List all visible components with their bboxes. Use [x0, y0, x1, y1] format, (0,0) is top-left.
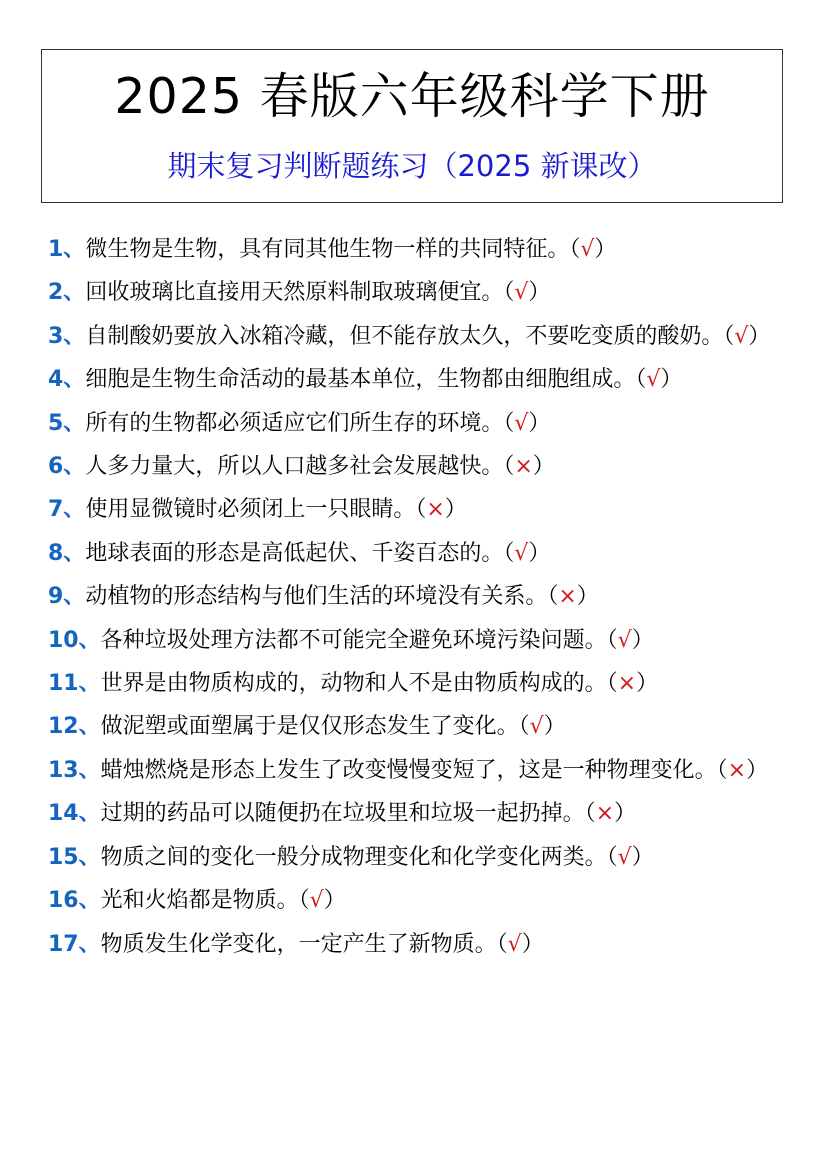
question-number: 8、 — [48, 540, 86, 566]
question-number: 10、 — [48, 627, 101, 653]
question-text: 蜡烛燃烧是形态上发生了改变慢慢变短了，这是一种物理变化。 — [100, 757, 717, 783]
question-item: 8、地球表面的形态是高低起伏、千姿百态的。（√） — [48, 540, 551, 566]
answer-mark: √ — [617, 627, 632, 653]
answer-mark: √ — [514, 540, 529, 566]
question-text: 动植物的形态结构与他们生活的环境没有关系。 — [85, 584, 548, 610]
question-text: 使用显微镜时必须闭上一只眼睛。 — [85, 497, 416, 523]
answer-mark: × — [514, 454, 533, 480]
page-title: 2025 春版六年级科学下册 — [114, 68, 710, 125]
question-text: 过期的药品可以随便扔在垃圾里和垃圾一起扔掉。 — [100, 801, 585, 827]
question-item: 2、回收玻璃比直接用天然原料制取玻璃便宜。（√） — [48, 280, 551, 306]
question-number: 11、 — [48, 671, 101, 697]
question-item: 11、世界是由物质构成的，动物和人不是由物质构成的。（×） — [48, 671, 659, 697]
answer-mark: √ — [580, 237, 595, 262]
question-item: 15、物质之间的变化一般分成物理变化和化学变化两类。（√） — [48, 844, 654, 870]
answer-mark: √ — [309, 888, 324, 914]
question-list — [48, 228, 776, 966]
header-box — [41, 49, 783, 203]
question-number: 9、 — [48, 584, 86, 610]
question-item: 5、所有的生物都必须适应它们所生存的环境。（√） — [48, 410, 551, 436]
question-item: 1、微生物是生物，具有同其他生物一样的共同特征。（√） — [48, 237, 617, 262]
answer-mark: × — [617, 671, 637, 697]
question-text: 物质之间的变化一般分成物理变化和化学变化两类。 — [100, 844, 607, 870]
question-number: 3、 — [48, 323, 86, 349]
question-text: 世界是由物质构成的，动物和人不是由物质构成的。 — [100, 671, 607, 697]
question-item: 4、细胞是生物生命活动的最基本单位，生物都由细胞组成。（√） — [48, 367, 683, 393]
question-text: 微生物是生物，具有同其他生物一样的共同特征。 — [85, 237, 570, 262]
question-text: 回收玻璃比直接用天然原料制取玻璃便宜。 — [85, 280, 504, 306]
question-number: 7、 — [48, 497, 86, 523]
answer-mark: √ — [529, 714, 544, 740]
question-number: 4、 — [48, 367, 86, 393]
question-item: 12、做泥塑或面塑属于是仅仅形态发生了变化。（√） — [48, 714, 566, 740]
question-item: 3、自制酸奶要放入冰箱冷藏，但不能存放太久，不要吃变质的酸奶。（√） — [48, 323, 771, 349]
answer-mark: √ — [646, 367, 661, 393]
question-number: 12、 — [48, 714, 101, 740]
page-subtitle: 期末复习判断题练习（2025 新课改） — [167, 149, 657, 183]
question-item: 10、各种垃圾处理方法都不可能完全避免环境污染问题。（√） — [48, 627, 654, 653]
answer-mark: √ — [507, 931, 522, 957]
question-item: 13、蜡烛燃烧是形态上发生了改变慢慢变短了，这是一种物理变化。（×） — [48, 757, 769, 783]
answer-mark: × — [558, 584, 577, 610]
question-number: 17、 — [48, 931, 101, 957]
question-item: 9、动植物的形态结构与他们生活的环境没有关系。（×） — [48, 584, 599, 610]
question-text: 各种垃圾处理方法都不可能完全避免环境污染问题。 — [100, 627, 607, 653]
answer-mark: × — [426, 497, 445, 523]
answer-mark: √ — [514, 280, 529, 306]
answer-mark: × — [727, 757, 747, 783]
question-item: 17、物质发生化学变化，一定产生了新物质。（√） — [48, 931, 544, 957]
answer-mark: √ — [514, 410, 529, 436]
question-text: 物质发生化学变化，一定产生了新物质。 — [100, 931, 497, 957]
question-number: 13、 — [48, 757, 101, 783]
answer-mark: × — [595, 801, 615, 827]
question-number: 1、 — [48, 237, 86, 262]
question-number: 2、 — [48, 280, 86, 306]
question-item: 6、人多力量大，所以人口越多社会发展越快。（×） — [48, 454, 555, 480]
answer-mark: √ — [617, 844, 632, 870]
answer-mark: √ — [734, 323, 749, 349]
question-text: 细胞是生物生命活动的最基本单位，生物都由细胞组成。 — [85, 367, 636, 393]
question-number: 6、 — [48, 454, 86, 480]
question-text: 做泥塑或面塑属于是仅仅形态发生了变化。 — [100, 714, 519, 740]
question-text: 地球表面的形态是高低起伏、千姿百态的。 — [85, 540, 504, 566]
question-item: 16、光和火焰都是物质。（√） — [48, 888, 346, 914]
question-text: 自制酸奶要放入冰箱冷藏，但不能存放太久，不要吃变质的酸奶。 — [85, 323, 724, 349]
question-item: 14、过期的药品可以随便扔在垃圾里和垃圾一起扔掉。（×） — [48, 801, 637, 827]
question-number: 5、 — [48, 410, 86, 436]
question-text: 所有的生物都必须适应它们所生存的环境。 — [85, 410, 504, 436]
question-text: 光和火焰都是物质。 — [100, 888, 299, 914]
question-item: 7、使用显微镜时必须闭上一只眼睛。（×） — [48, 497, 467, 523]
question-number: 15、 — [48, 844, 101, 870]
question-number: 14、 — [48, 801, 101, 827]
question-text: 人多力量大，所以人口越多社会发展越快。 — [85, 454, 504, 480]
question-number: 16、 — [48, 888, 101, 914]
